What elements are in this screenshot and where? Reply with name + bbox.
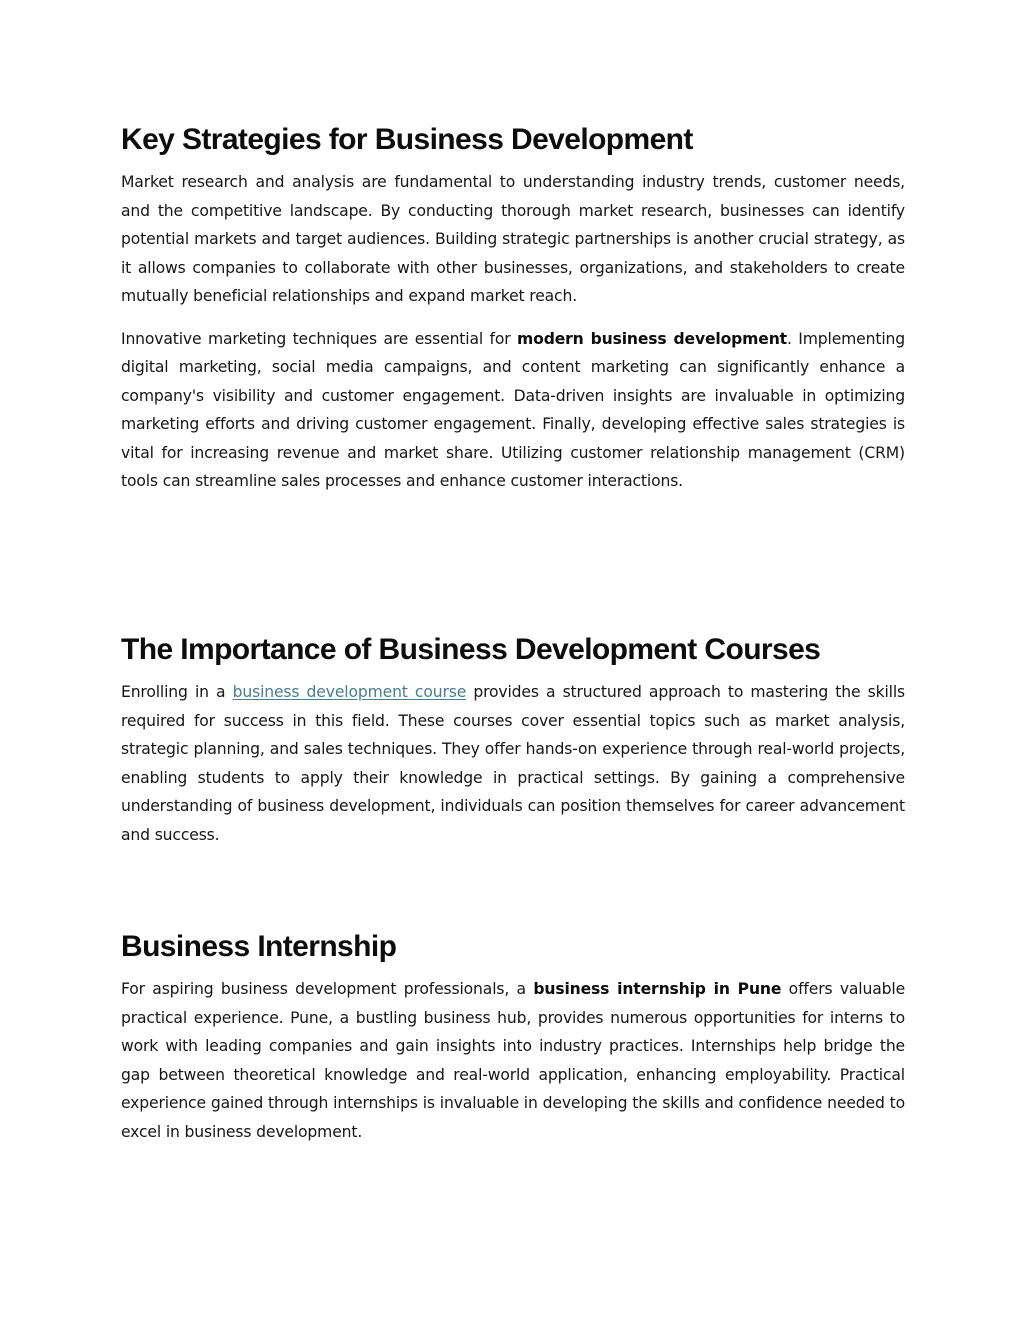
section-heading: The Importance of Business Development Courses (121, 633, 821, 666)
paragraph: Market research and analysis are fundamental to understanding industry trends, customer needs, and the competitive landscape. By conducting thorough market research, businesses can identify potential markets and target audiences. Building strategic partnerships is another crucial strategy, as it allows companies to collaborate with other businesses, organizations, and stakeholders to create mutually beneficial relationships and expand market reach. (121, 173, 905, 305)
section-key-strategies (121, 122, 905, 496)
paragraph-text: offers valuable practical experience. Pune, a bustling business hub, provides numerous opportunities for interns to work with leading companies and gain insights into industry practices. Internships help bridge the gap between theoretical knowledge and real-world application, enhancing employability. Practical experience gained through internships is invaluable in developing the skills and confidence needed to excel in business development. (121, 980, 906, 1141)
paragraph-text: Innovative marketing techniques are essential for (121, 329, 518, 348)
section-courses (121, 632, 905, 849)
paragraph-text: . Implementing digital marketing, social media campaigns, and content marketing can significantly enhance a company's visibility and customer engagement. Data-driven insights are invaluable in optimizing marketing efforts and driving customer engagement. Finally, developing effective sales strategies is vital for increasing revenue and market share. Utilizing customer relationship management (CRM) tools can streamline sales processes and enhance customer interactions. (121, 329, 905, 490)
bold-phrase: modern business development (517, 329, 787, 348)
paragraph (121, 325, 905, 496)
section-heading: Key Strategies for Business Development (121, 123, 693, 156)
bold-phrase: business internship in Pune (533, 980, 782, 998)
paragraph (121, 678, 905, 849)
paragraph-text: For aspiring business development professionals, a (121, 980, 534, 998)
section-internship (121, 929, 905, 1146)
paragraph-text: Enrolling in a (121, 683, 233, 701)
course-link[interactable]: business development course (232, 683, 467, 701)
section-heading: Business Internship (121, 930, 397, 963)
paragraph-text: provides a structured approach to mastering the skills required for success in this field. These courses cover essential topics such as market analysis, strategic planning, and sales techniques. They offer hands-on experience through real-world projects, enabling students to apply their knowledge in practical settings. By gaining a comprehensive understanding of business development, individuals can position themselves for career advancement and success. (121, 683, 905, 844)
paragraph (121, 975, 905, 1146)
